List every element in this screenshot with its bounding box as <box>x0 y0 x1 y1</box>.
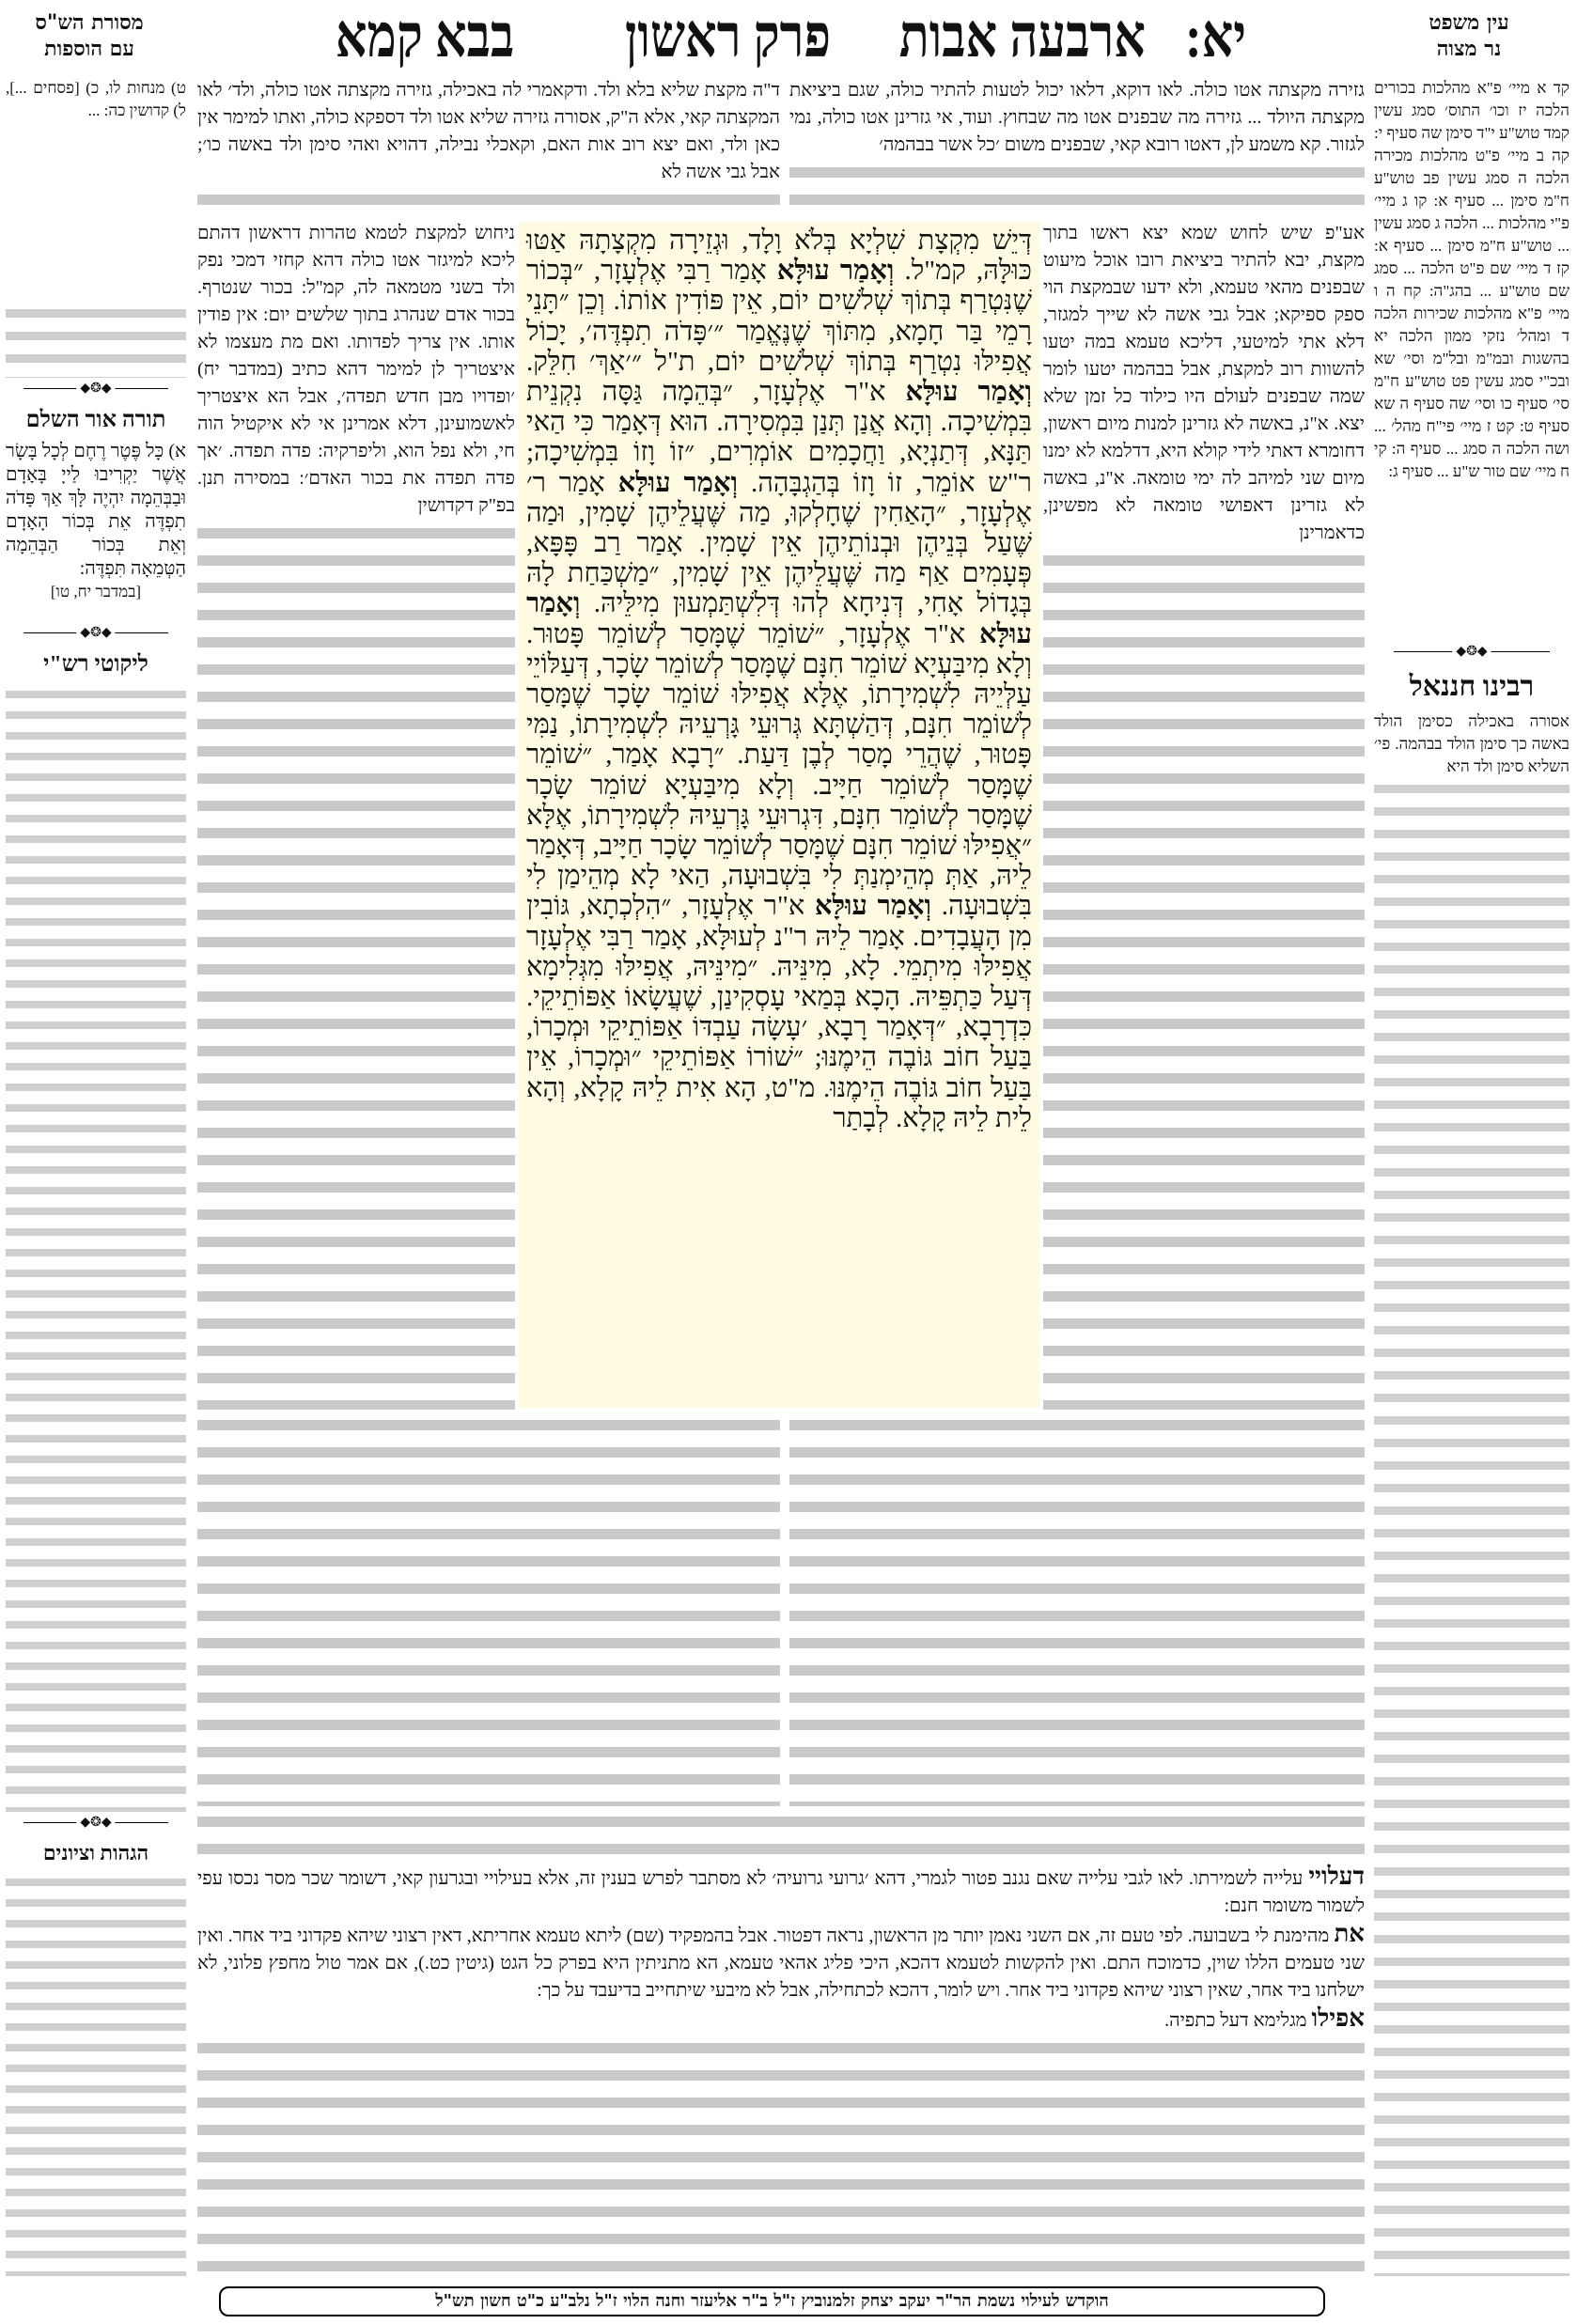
text-lines <box>1374 778 1569 2276</box>
dedication-banner <box>219 2286 1325 2316</box>
masoret-title: מסורת הש"ס <box>35 10 144 35</box>
text-lines <box>197 1412 780 1806</box>
divider-ornament: ◆❂◆ <box>76 1816 115 1831</box>
divider-ornament: ◆❂◆ <box>76 382 115 397</box>
divider <box>6 622 186 645</box>
left-margin-column <box>6 77 186 2276</box>
gemara-keyword: וְאָמַר עוּלָּא <box>804 891 932 922</box>
ein-mishpat-column <box>1374 77 1569 2276</box>
tosafot-text: ד"ה מקצת שליא בלא ולד. ודקאמרי לה באכילה, גזירה מקצתה אטו כולה, ולד׳ לאו המקצתה קאי, אלא ה"ק, אסורה גזירה שליא אטו ולד דספקא כולה, ואתו למימר אין כאן ולד, ואם יצא רוב אות האם, וקאכלי נבילה, דהויא ואהי סימן ולד באשה כו׳; אבל גבי אשה לא <box>197 80 780 182</box>
text-lines <box>197 186 780 218</box>
gemara-keyword: וְאָמַר עוּלָּא <box>885 377 1032 408</box>
ein-mishpat-subtitle: נר מצוה <box>1436 37 1502 61</box>
text-lines <box>6 1872 186 2276</box>
text-lines <box>789 1412 1365 1806</box>
divider-ornament: ◆❂◆ <box>1452 645 1491 660</box>
rashi-side <box>1043 220 1365 1410</box>
dibbur-hamatchil: את <box>1334 1920 1365 1947</box>
tosafot-paragraph <box>197 2004 1365 2035</box>
gemara-keyword: וְאָמַר עוּלָּא <box>526 588 1032 649</box>
torah-verse-source: [במדבר יח, טו] <box>50 583 142 600</box>
dedication-text: הוקדש לעילוי נשמת הר"ר יעקב יצחק זלמנוביץ ז"ל ב"ר אליעזר וחנה הלוי ז"ל נלב"ע כ"ט חשון תש"ל <box>435 2291 1109 2311</box>
ein-mishpat-header <box>1398 9 1539 62</box>
divider <box>6 378 186 400</box>
gemara-segment: א"ר אֶלְעָזָר, ״הִלְכְתָא, גּוֹבִין מִן הָעֲבָדִים. אָמַר לֵיהּ ר"נ לְעוּלָּא, אָמַר רַבִּי אֶלְעָזָר אֲפִילּוּ מִיתְמֵי. לָא, מִינֵּיהּ. ״מִינֵּיהּ, אֲפִילּוּ מִגְּלִימָא דְּעַל כַּתְפֵּיהּ. הָכָא בְּמַאי עָסְקִינַן, שֶׁעֲשָׂאוֹ אַפּוֹתֵיקֵי. כִּדְרָבָא, ״דְּאָמַר רָבָא, ׳עָשָׂה עַבְדּוֹ אַפּוֹתֵיקֵי וּמְכָרוֹ, בַּעַל חוֹב גּוֹבֶה הֵימֶנּוּ; ״שׁוֹרוֹ אַפּוֹתֵיקֵי ״וּמְכָרוֹ, אֵין בַּעַל חוֹב גּוֹבֶה הֵימֶנּוּ. מ"ט, הָא אִית לֵיהּ קָלָא, וְהָא לֵית לֵיהּ קָלָא. לְבָתַר <box>526 891 1032 1133</box>
masoret-header <box>9 9 169 62</box>
text-lines <box>197 1808 1365 1863</box>
text-lines <box>789 159 1365 218</box>
chapter-name: ארבעה אבות <box>899 3 1147 70</box>
gemara-segment: א"ר אֶלְעָזָר, ״בְּהֵמָה גַּסָּה נִקְנֵית בִּמְשִׁיכָה. וְהָא אֲנַן תְּנַן בִּמְסִירָה. הוּא דְּאָמַר כִּי הַאי תַּנָּא, דְּתַנְיָא, וַחֲכָמִים אוֹמְרִים, ״זוֹ וָזוֹ בִּמְשִׁיכָה; ר"ש אוֹמֵר, זוֹ וָזוֹ בְּהַגְבָּהָה. <box>526 377 1033 498</box>
likutei-rashi-title: ליקוטי רש"י <box>43 652 148 677</box>
torah-verse: א) כָּל פֶּטֶר רֶחֶם לְכָל בָּשָׂר אֲשֶׁר יַקְרִיבוּ לַייָ בָּאָדָם וּבַבְּהֵמָה יִהְיֶה לָּךְ אַךְ פָּדֹה תִפְדֶּה אֵת בְּכוֹר הָאָדָם וְאֵת בְּכוֹר הַבְּהֵמָה הַטְּמֵאָה תִּפְדֶּה: <box>6 441 186 579</box>
rashi-bottom <box>789 1412 1365 1806</box>
daf-number: יא: <box>1184 3 1246 70</box>
chapter-number: פרק ראשון <box>625 3 831 70</box>
masoret-text: ט) מנחות לו, כ) [פסחים ...], ל) קדושין כה: ... <box>6 79 186 119</box>
tosafot-paragraph <box>197 1920 1365 2004</box>
tosafot-top <box>197 77 780 218</box>
gemara-text <box>519 222 1039 1408</box>
gemara-segment: דְּיֵשׁ מִקְצָת שִׁלְיָא בְּלֹא וָלָד, וּגְזֵירָה מִקְצָתָהּ אַטּוּ כּוּלָּהּ, קמ"ל. <box>526 226 1032 287</box>
text-lines <box>197 2035 1365 2278</box>
text-lines <box>1043 547 1365 1410</box>
dibbur-hamatchil: אפילו <box>1311 2004 1365 2032</box>
divider <box>1374 641 1569 663</box>
tosafot-text: ניחוש למקצת לטמא טהרות דראשון דהתם ליכא למיגזר אטו כולה דהא קחזי דמכי נפק ולד בשני מטמאה לה, קמ"ל: בכור שנטרף. בכור אדם שנהרג בתוך שלשים יום: אין פודין אותו. אין צריך לפדותו. ואם מת מעצמו לא איצטריך לן למימר דהא כתיב (במדבר יח) ׳ופדויו מבן חדש תפדה׳, אבל הא איצטריך לאשמועינן, דלא אמרינן אי לא איקטיל הוה חי, ולא נפל הוא, וליפרקיה: פדה תפדה. ׳אך פדה תפדה את בכור האדם׳: במסירה תנן. בפ"ק דקדושין <box>197 223 515 516</box>
torah-or-title: תורה אור השלם <box>25 408 166 432</box>
rashi-text: אע"פ שיש לחוש שמא יצא ראשו בתוך מקצת, יבא להתיר ביציאת רובו אוכל מיעוט שבפנים מהאי טעמא, ולא ידעו שבמקצת הוי ספק ספיקא; אבל גבי אשה לא שייך למגזר, דלא אתי למיטעי, דליכא טעמא במה יטעו להשוות רוב למקצת, אבל בבהמה יטעו לומר שמה שבפנים לעולם היו כילוד כל זמן שלא יצא. א"נ, באשה לא גזרינן למנות מיום ראשון, דחומרא דאתי לידי קולא היא, דדלמא לא ימנו מיום שני למיהב לה ימי טומאה. א"נ, באשה לא גזרינן דאפושי טומאה לא מפשינן, כדאמרינן <box>1043 223 1365 543</box>
rashi-top <box>789 77 1365 218</box>
gemara-segment: אָמַר ר׳ אֶלְעָזָר, ״הָאַחִין שֶׁחָלְקוּ, מַה שֶּׁעֲלֵיהֶן שָׁמִין, וּמַה שֶּׁעַל בְּנֵיהֶן וּבְנוֹתֵיהֶן אֵין שָׁמִין. אָמַר רַב פָּפָּא, פְּעָמִים אַף מַה שֶּׁעֲלֵיהֶן אֵין שָׁמִין, ״מַשְׁכַּחַת לָהּ בְּגָדוֹל אָחִי, דְּנִיחָא לְהוּ דְּלִשְׁתַּמְעוּן מִילֵּיהּ. <box>526 467 1032 619</box>
tosafot-text: עלייה לשמירתו. לאו לגבי עלייה שאם נגנב פטור לגמרי, דהא ׳גרועי גרועיה׳ לא מסתבר לפרש בענין זה, אלא בעילויי ובגרעון קאי, דשומר שכר מסר נכסו עפי לשמור משומר חנם: <box>197 1868 1365 1916</box>
ein-mishpat-title: עין משפט <box>1429 10 1509 35</box>
hagahot-title: הגהות וציונים <box>42 1841 149 1864</box>
divider-ornament: ◆❂◆ <box>76 626 115 641</box>
gemara-segment: א"ר אֶלְעָזָר, ״שׁוֹמֵר שֶׁמָּסַר לְשׁוֹמֵר פָּטוּר. וְלָא מִיבַּעְיָא שׁוֹמֵר חִנָּם שֶׁמָּסַר לְשׁוֹמֵר שָׂכָר, דְּעַלּוֹיֵי עַלְּיֵיהּ לִשְׁמִירָתוֹ, אֶלָּא אֲפִילּוּ שׁוֹמֵר שָׂכָר שֶׁמָּסַר לְשׁוֹמֵר חִנָּם, דְּהַשְׁתָּא גְּרוּעֵי גָּרְעֵיהּ לִשְׁמִירָתוֹ, נַמִּי פָּטוּר, שֶׁהֲרֵי מָסַר לְבֶן דַּעַת. ״רָבָא אָמַר, ״שׁוֹמֵר שֶׁמָּסַר לְשׁוֹמֵר חַיָּיב. וְלָא מִיבַּעְיָא שׁוֹמֵר שָׂכָר שֶׁמָּסַר לְשׁוֹמֵר חִנָּם, דִּגְרוּעֵי גָּרְעֵיהּ לִשְׁמִירָתוֹ, אֶלָּא ״אֲפִילּוּ שׁוֹמֵר חִנָּם שֶׁמָּסַר לְשׁוֹמֵר שָׂכָר חַיָּיב, דְּאָמַר לֵיהּ, אַתְּ מְהֵימְנַתְּ לִי בִּשְׁבוּעָה, הַאי לָא מְהֵימַן לִי בִּשְׁבוּעָה. <box>526 618 1033 922</box>
tractate-name: בבא קמא <box>335 3 515 70</box>
masoret-subtitle: עם הוספות <box>44 37 134 61</box>
rabbeinu-chananel-title: רבינו חננאל <box>1409 671 1535 702</box>
gemara-keyword: וְאָמַר עוּלָּא <box>604 467 739 498</box>
text-lines <box>6 684 186 1812</box>
text-lines <box>197 520 515 1410</box>
tosafot-full-width <box>197 1808 1365 2278</box>
tosafot-side <box>197 220 515 1410</box>
tosafot-text: מהימנת לי בשבועה. לפי טעם זה, אם השני נאמן יותר מן הראשון, נראה דפטור. אבל בהמפקיד (שם) ליתא טעמא אחריתא, דאין רצוני שיהא פקדוני ביד אחר. ואין שני טעמים הללו שוין, כדמוכח התם. ואין להקשות לטעמא דהכא, היכי פליג אהאי טעמא, הא מתניתין היא בפרק כל הגט (גיטין כט.), אם אמר טול מחפץ פלוני, לא ישלחנו ביד אחר, שאין רצוני שיהא פקדוני ביד אחר. ויש לומר, דהכא לכתחילה, אבל לא מיבעי שיתחייב בדיעבד על כך: <box>197 1926 1365 2001</box>
gemara-keyword: וְאָמַר עוּלָּא <box>766 256 895 287</box>
rashi-text: גזירה מקצתה אטו כולה. לאו דוקא, דלאו יכול לטעות להתיר כולה, שגם ביציאת מקצתה היולד ... גזירה מה שבפנים אטו מה שבחוץ. ועוד, אי גזרינן אטו כולה, נמי לגזור. קא משמע לן, דאטו רובא קאי, שבפנים משום ׳כל אשר בבהמה׳ <box>789 80 1365 155</box>
gemara-segment: אָמַר רַבִּי אֶלְעָזָר, ״בְּכוֹר שֶׁנִּטְרַף בְּתוֹךְ שְׁלֹשִׁים יוֹם, אֵין פּוֹדִין אוֹתוֹ. וְכֵן ״תָּנֵי רָמֵי בַּר חָמָא, מִתּוֹךְ שֶׁנֶּאֱמַר ״׳פָּדֹה תִפְדֶּה׳, יָכוֹל אֲפִילּוּ נִטְרַף בְּתוֹךְ שְׁלֹשִׁים יוֹם, ת"ל ״׳אַךְ׳ חִלֵּק. <box>526 256 1032 377</box>
tosafot-paragraph <box>197 1863 1365 1920</box>
divider <box>6 1812 186 1834</box>
text-lines <box>6 303 186 378</box>
dibbur-hamatchil: דעלויי <box>1308 1863 1365 1890</box>
tosafot-bottom <box>197 1412 780 1806</box>
rabbeinu-chananel-text: אסורה באכילה כסימן הולד באשה כך סימן הולד בבהמה. פי׳ השליא סימן ולד היא <box>1374 712 1569 775</box>
ein-mishpat-text: קד א מיי׳ פ"א מהלכות בכורים הלכה יז וכו׳ התוס׳ סמג עשין קמד טוש"ע י"ד סימן שה סעיף י: קה ב מיי׳ פ"ט מהלכות מכירה הלכה ה סמג עשין פב טוש"ע ח"מ סימן ... סעיף א: קו ג מיי׳ פ"י מהלכות ... הלכה ג סמג עשין ... טוש"ע ח"מ סימן ... סעיף א: קז ד מיי׳ שם פ"ט הלכה ... סמג שם טוש"ע ... בהג"ה: קח ה ו מיי׳ פ"א מהלכות שכירות הלכה ד ומהל׳ נזקי ממון הלכה יא בהשגות ובמ"מ ובל"מ וסי׳ שא ובכ"י סמג עשין פט טוש"ע ח"מ סי׳ סעיף כו וסי׳ שה סעיף ה שא סעיף ט: קט ז מיי׳ פי"ח מהל׳ ... ושה הלכה ה סמג ... סעיף ה: קי ח מיי׳ שם טור ש"ע ... סעיף ג: <box>1374 79 1569 480</box>
tosafot-text: מגלימא דעל כתפיה. <box>1164 2010 1307 2031</box>
